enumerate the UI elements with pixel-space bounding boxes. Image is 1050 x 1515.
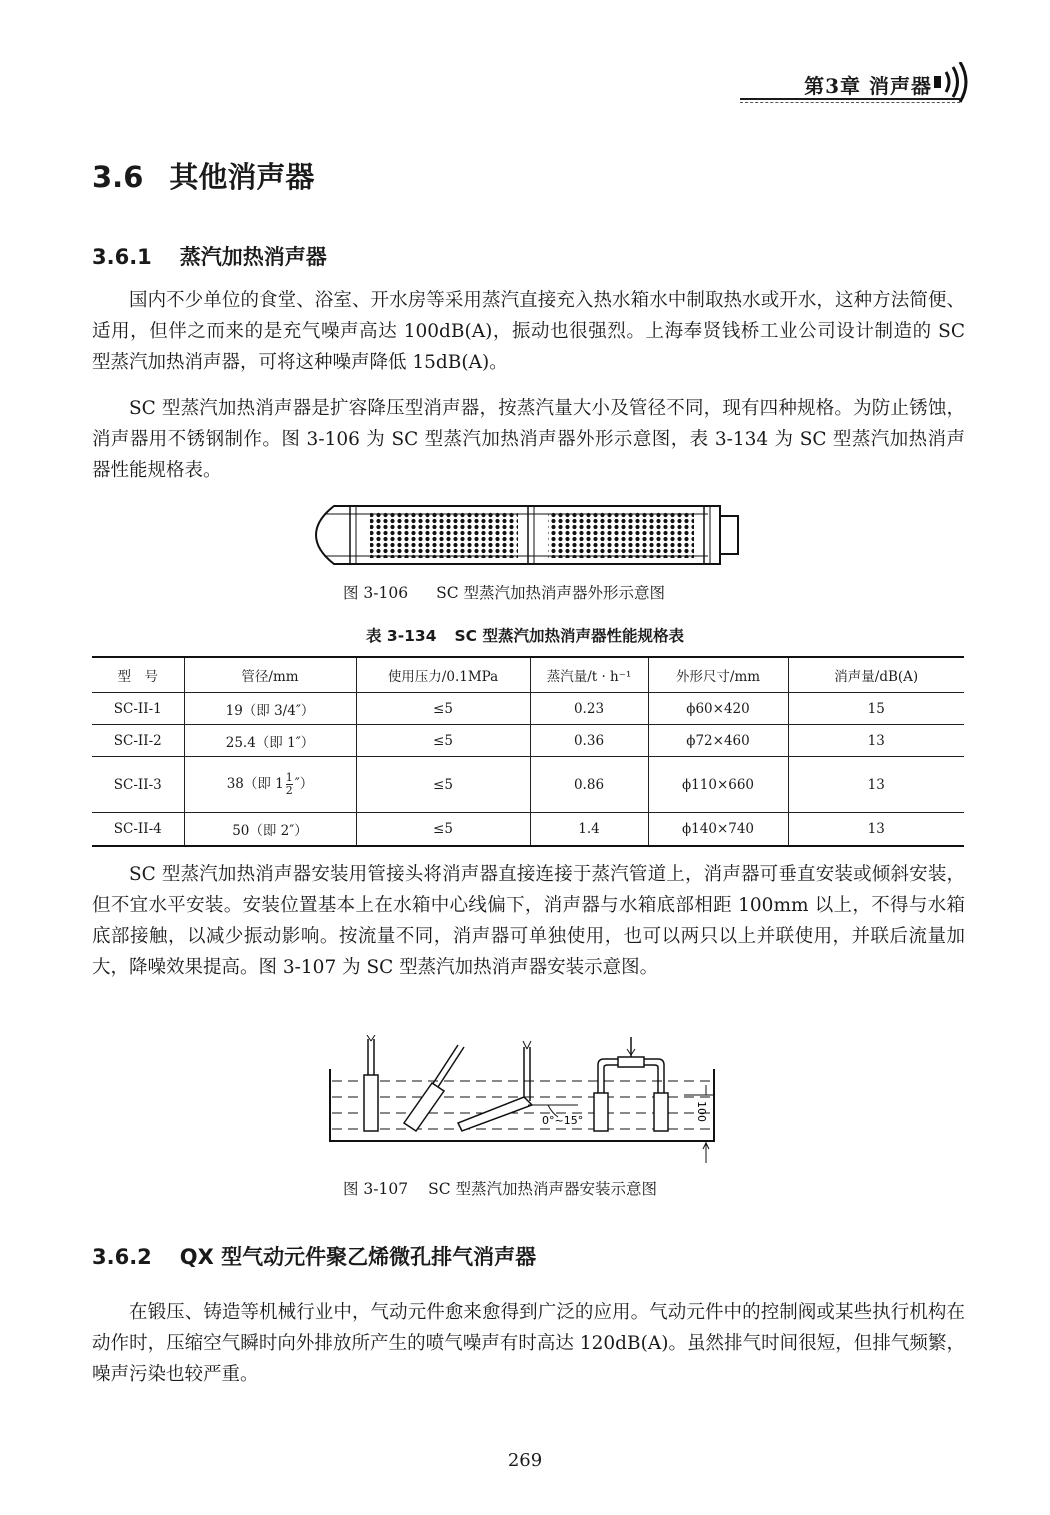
table-cell: 13	[788, 757, 964, 813]
table-cell: 13	[788, 725, 964, 757]
subsection-title: QX 型气动元件聚乙烯微孔排气消声器	[179, 1245, 537, 1269]
table-cell: ≤5	[356, 693, 530, 725]
section-number: 3.6	[92, 160, 144, 194]
installation-diagram	[328, 1035, 723, 1165]
table-cell: SC-II-4	[92, 813, 184, 846]
column-header: 管径/mm	[184, 657, 356, 693]
page-number: 269	[507, 1450, 543, 1471]
column-header: 外形尺寸/mm	[648, 657, 788, 693]
table-cell: SC-II-2	[92, 725, 184, 757]
subsection-number: 3.6.2	[92, 1245, 152, 1269]
perforation-holes-left	[370, 512, 518, 558]
table-cell: 15	[788, 693, 964, 725]
table-cell: ≤5	[356, 725, 530, 757]
fraction-numerator: 1	[285, 771, 293, 784]
section-title: 其他消声器	[169, 160, 315, 194]
fraction-denominator: 2	[285, 784, 293, 797]
muffler-outline-figure	[312, 500, 742, 570]
table-cell: 0.23	[530, 693, 648, 725]
table-cell: 0.86	[530, 757, 648, 813]
subsection-heading-1	[92, 241, 327, 271]
table-row	[92, 813, 964, 846]
figure-number: 图 3-106	[343, 584, 409, 602]
header-rule-dashed	[740, 102, 960, 103]
table-cell: 19（即 3/4″）	[184, 693, 356, 725]
paragraph-2: SC 型蒸汽加热消声器是扩容降压型消声器，按蒸汽量大小及管径不同，现有四种规格。为防止锈蚀，消声器用不锈钢制作。图 3-106 为 SC 型蒸汽加热消声器外形示意图，表 3-134 为 SC 型蒸汽加热消声器性能规格表。	[92, 398, 965, 481]
figure-106-caption	[343, 581, 665, 603]
table-cell-fraction	[184, 757, 356, 813]
paragraph-4: 在锻压、铸造等机械行业中，气动元件愈来愈得到广泛的应用。气动元件中的控制阀或某些执行机构在动作时，压缩空气瞬时向外排放所产生的喷气噪声有时高达 120dB(A)。虽然排气时间很短，但排气频繁，噪声污染也较严重。	[92, 1302, 965, 1385]
table-caption	[0, 624, 1050, 646]
pipe-diameter-suffix: ″）	[294, 776, 314, 792]
section-heading	[92, 155, 314, 196]
table-header-row	[92, 657, 964, 693]
table-cell: 13	[788, 813, 964, 846]
header-rule	[740, 98, 960, 100]
paragraph-1: 国内不少单位的食堂、浴室、开水房等采用蒸汽直接充入热水箱水中制取热水或开水，这种方法简便、适用，但伴之而来的是充气噪声高达 100dB(A)，振动也很强烈。上海奉贤钱桥工业公司设计制造的 SC 型蒸汽加热消声器，可将这种噪声降低 15dB(A)。	[92, 290, 965, 373]
angled-muffler	[458, 1041, 583, 1131]
table-cell: 50（即 2″）	[184, 813, 356, 846]
vertical-muffler	[364, 1035, 378, 1131]
subsection-heading-2	[92, 1241, 536, 1271]
figure-caption-text: SC 型蒸汽加热消声器外形示意图	[436, 584, 666, 602]
running-header	[740, 62, 980, 102]
column-header: 消声量/dB(A)	[788, 657, 964, 693]
subsection-title: 蒸汽加热消声器	[179, 245, 327, 269]
table-cell: 1.4	[530, 813, 648, 846]
table-row	[92, 757, 964, 813]
spec-table	[92, 656, 964, 847]
subsection-number: 3.6.1	[92, 245, 152, 269]
perforation-holes-right	[548, 512, 694, 558]
table-number: 表 3-134	[366, 627, 437, 645]
figure-caption-text: SC 型蒸汽加热消声器安装示意图	[428, 1180, 658, 1198]
table-cell: 0.36	[530, 725, 648, 757]
chapter-title: 第3章 消声器	[804, 74, 932, 98]
table-row	[92, 725, 964, 757]
figure-number: 图 3-107	[343, 1180, 409, 1198]
table-cell: SC-II-1	[92, 693, 184, 725]
column-header: 型 号	[92, 657, 184, 693]
column-header: 蒸汽量/t · h⁻¹	[530, 657, 648, 693]
fraction	[286, 772, 293, 797]
table-cell: ≤5	[356, 757, 530, 813]
table-cell: ≤5	[356, 813, 530, 846]
table-cell: ϕ140×740	[648, 813, 788, 846]
angle-label: 0°~15°	[542, 1114, 584, 1127]
table-cell: 25.4（即 1″）	[184, 725, 356, 757]
dimension-label: 100	[695, 1101, 708, 1122]
table-cell: ϕ60×420	[648, 693, 788, 725]
inclined-muffler	[404, 1045, 464, 1131]
sound-waves-icon	[932, 62, 980, 106]
table-cell: ϕ110×660	[648, 757, 788, 813]
table-title: SC 型蒸汽加热消声器性能规格表	[454, 627, 684, 645]
parallel-mufflers	[594, 1037, 668, 1131]
table-cell: SC-II-3	[92, 757, 184, 813]
column-header: 使用压力/0.1MPa	[356, 657, 530, 693]
table-cell: ϕ72×460	[648, 725, 788, 757]
table-row	[92, 693, 964, 725]
pipe-diameter-text: 38（即 1	[226, 776, 284, 792]
figure-107-caption	[343, 1177, 657, 1199]
paragraph-3: SC 型蒸汽加热消声器安装用管接头将消声器直接连接于蒸汽管道上，消声器可垂直安装或倾斜安装，但不宜水平安装。安装位置基本上在水箱中心线偏下，消声器与水箱底部相距 100mm 以上，不得与水箱底部接触，以减少振动影响。按流量不同，消声器可单独使用，也可以两只以上并联使用，并联后流量加大，降噪效果提高。图 3-107 为 SC 型蒸汽加热消声器安装示意图。	[92, 864, 965, 978]
